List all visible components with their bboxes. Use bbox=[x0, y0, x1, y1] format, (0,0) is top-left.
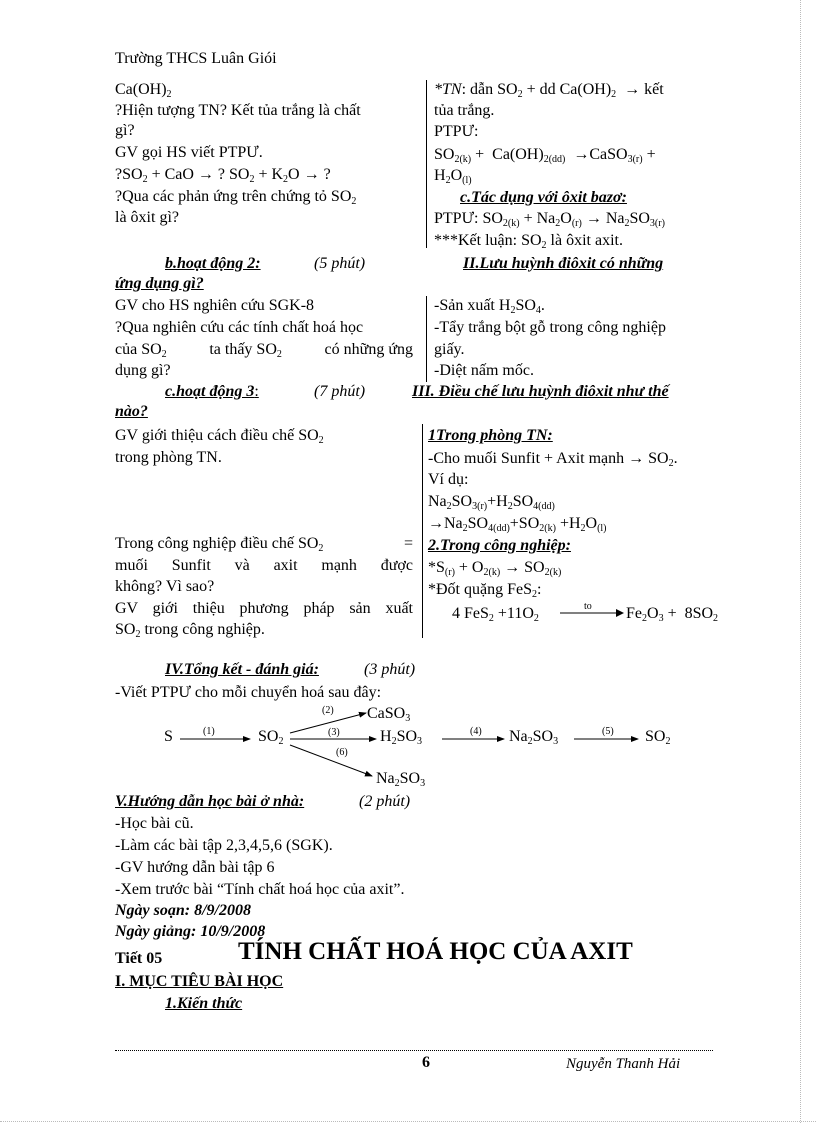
step-label: (1) bbox=[203, 726, 215, 737]
scheme-node-caso3: CaSO$_3$ bbox=[367, 705, 411, 724]
step-label: (4) bbox=[470, 726, 482, 737]
knowledge-heading: 1.Kiến thức bbox=[165, 995, 243, 1012]
right-text: -Diệt nấm mốc. bbox=[434, 362, 534, 379]
section-title: III. Điều chế lưu huỳnh điôxit như thế bbox=[412, 383, 669, 400]
left-text: $SO_2$ trong công nghiệp. bbox=[115, 621, 265, 640]
step-label: (2) bbox=[322, 705, 334, 716]
section-title: nào? bbox=[115, 403, 148, 420]
subsection-title: 1Trong phòng TN: bbox=[428, 427, 553, 444]
activity-time: (7 phút) bbox=[314, 383, 366, 400]
activity-time: (3 phút) bbox=[364, 661, 416, 678]
left-text: dụng gì? bbox=[115, 362, 171, 379]
right-text: $SO_{2(k)} + Ca(OH)_{2(dd)}$ →CaSO$_{3(r)}$ + bbox=[434, 146, 656, 165]
activity-time: (2 phút) bbox=[359, 793, 411, 810]
right-text: *TN: dẫn $SO_2$ + dd $Ca(OH)_2$ → kết bbox=[434, 81, 664, 100]
right-text: $*S_{(r)} + O_{2(k)} \to SO_{2(k)}$ bbox=[428, 559, 562, 578]
left-text: ?Qua các phản ứng trên chứng tỏ $SO_2$ bbox=[115, 188, 357, 207]
school-header: Trường THCS Luân Giói bbox=[115, 50, 277, 67]
right-text: Ví dụ: bbox=[428, 471, 469, 488]
left-text: không? Vì sao? bbox=[115, 578, 215, 595]
right-text: ***Kết luận: $SO_2$ là ôxit axit. bbox=[434, 232, 623, 251]
list-item: -Xem trước bài “Tính chất hoá học của axit”. bbox=[115, 881, 405, 898]
footer-rule bbox=[115, 1050, 713, 1051]
lesson-title: TÍNH CHẤT HOÁ HỌC CỦA AXIT bbox=[238, 938, 633, 965]
page-edge-bottom bbox=[0, 1121, 816, 1122]
date-soan: Ngày soạn: 8/9/2008 bbox=[115, 902, 251, 919]
date-giang: Ngày giảng: 10/9/2008 bbox=[115, 923, 266, 940]
right-text: -Cho muối Sunfit + Axit mạnh → $SO_2$. bbox=[428, 450, 678, 469]
list-item: -GV hướng dẫn bài tập 6 bbox=[115, 859, 275, 876]
right-text: $Na_2SO_{3(r)}+H_2SO_{4(dd)}$ bbox=[428, 493, 555, 512]
left-text: $?SO_2$ + CaO → ? $SO_2 + K_2O$ → ? bbox=[115, 166, 331, 185]
scheme-node-na2so3-b: $Na_2SO_3$ bbox=[376, 770, 426, 789]
scheme-node-h2so3: $H_2SO_3$ bbox=[380, 728, 423, 747]
page-number: 6 bbox=[422, 1054, 430, 1071]
step-label: (3) bbox=[328, 727, 340, 738]
right-text: PTPƯ: $SO_{2(k)} + Na_2O_{(r)} \to Na_2SO_{3(r)}$ bbox=[434, 210, 665, 229]
left-text: GV gọi HS viết PTPƯ. bbox=[115, 144, 263, 161]
left-text: muối Sunfit và axit mạnh được bbox=[115, 557, 413, 574]
left-text: Trong công nghiệp điều chế $SO_2$ = bbox=[115, 535, 413, 554]
left-text: gì? bbox=[115, 122, 135, 139]
page-edge-right bbox=[800, 0, 801, 1123]
section-title: ứng dụng gì? bbox=[115, 275, 204, 292]
section-title: V.Hướng dẫn học bài ở nhà: bbox=[115, 793, 305, 810]
right-text: giấy. bbox=[434, 341, 465, 358]
footer-author: Nguyễn Thanh Hải bbox=[566, 1056, 681, 1072]
left-text: GV giới thiệu cách điều chế $SO_2$ bbox=[115, 427, 324, 446]
right-text: 4 $FeS_2 +11O_2$ bbox=[452, 605, 539, 624]
task-text: -Viết PTPƯ cho mỗi chuyển hoá sau đây: bbox=[115, 684, 382, 701]
right-text: $H_2O_{(l)}$ bbox=[434, 167, 472, 186]
subsection-title: 2.Trong công nghiệp: bbox=[428, 537, 571, 554]
left-text: GV cho HS nghiên cứu SGK-8 bbox=[115, 297, 315, 314]
activity-time: (5 phút) bbox=[314, 255, 366, 272]
list-item: -Học bài cũ. bbox=[115, 815, 194, 832]
right-text: PTPƯ: bbox=[434, 123, 479, 140]
scheme-node-s: S bbox=[164, 728, 173, 745]
left-text: ?Hiện tượng TN? Kết tủa trắng là chất bbox=[115, 102, 361, 119]
right-text: -Sản xuất $H_2SO_4$. bbox=[434, 297, 545, 316]
section-title: II.Lưu huỳnh điôxit có những bbox=[463, 255, 664, 272]
lesson-number: Tiết 05 bbox=[115, 950, 163, 967]
right-text: $Fe_2O_3 + 8SO_2$ bbox=[626, 605, 719, 624]
condition-label: to bbox=[584, 601, 592, 612]
step-label: (6) bbox=[336, 747, 348, 758]
activity-label: b.hoạt động 2: bbox=[165, 255, 261, 272]
section-title: IV.Tổng kết - đánh giá: bbox=[165, 661, 319, 678]
step-label: (5) bbox=[602, 726, 614, 737]
right-text: *Đốt quặng FeS$_2$: bbox=[428, 581, 542, 600]
activity-label: c.hoạt động 3: bbox=[165, 383, 259, 400]
right-text: tủa trắng. bbox=[434, 102, 495, 119]
scheme-node-so2-final: $SO_2$ bbox=[645, 728, 671, 747]
list-item: -Làm các bài tập 2,3,4,5,6 (SGK). bbox=[115, 837, 333, 854]
left-text: GV giới thiệu phương pháp sản xuất bbox=[115, 600, 413, 617]
left-text: $Ca(OH)_2$ bbox=[115, 81, 172, 100]
left-text: trong phòng TN. bbox=[115, 449, 222, 466]
right-text: $\to Na_2SO_{4(dd)}+SO_{2(k)} +H_2O_{(l)}$ bbox=[428, 515, 607, 534]
objectives-heading: I. MỤC TIÊU BÀI HỌC bbox=[115, 973, 284, 990]
scheme-node-so2: $SO_2$ bbox=[258, 728, 284, 747]
left-text: ?Qua nghiên cứu các tính chất hoá học bbox=[115, 319, 364, 336]
subsection-title: c.Tác dụng với ôxit bazơ: bbox=[460, 189, 627, 206]
scheme-node-na2so3: $Na_2SO_3$ bbox=[509, 728, 559, 747]
left-text: của $SO_2$ ta thấy $SO_2$ có những ứng bbox=[115, 341, 413, 360]
left-text: là ôxit gì? bbox=[115, 209, 179, 226]
right-text: -Tẩy trắng bột gỗ trong công nghiệp bbox=[434, 319, 666, 336]
